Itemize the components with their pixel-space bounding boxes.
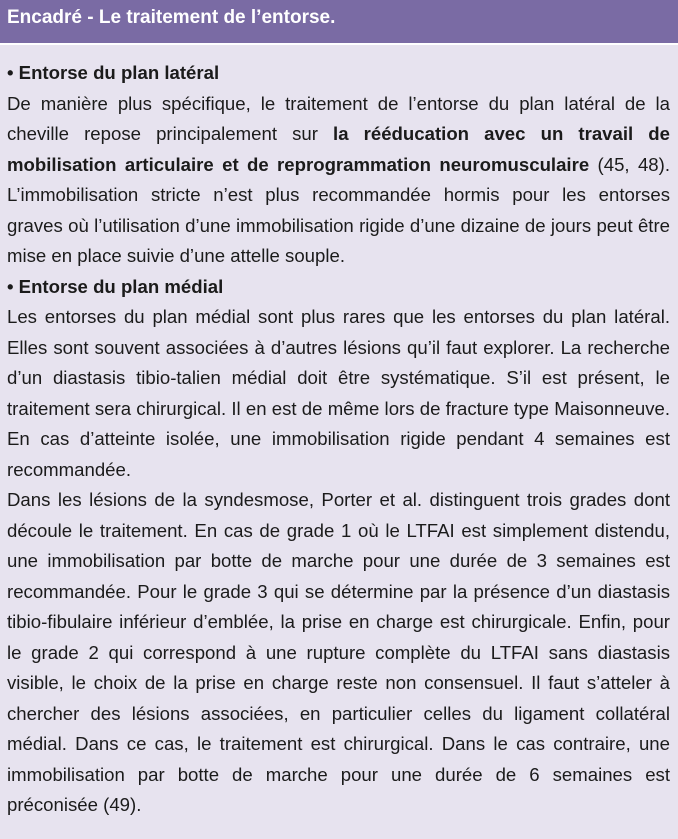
paragraph-medial-1: Les entorses du plan médial sont plus rares que les entorses du plan latéral. Elles sont souvent associées à d’autres lésions qu’il faut explorer. La recherche d’un diastasis tibio-talien médial doit être systématique. S’il est présent, le traitement sera chirurgical. Il en est de même lors de fracture type Maisonneuve. En cas d’atteinte isolée, une immobilisation rigide pendant 4 semaines est recommandée. bbox=[7, 306, 670, 480]
section-heading-medial: • Entorse du plan médial bbox=[7, 275, 224, 297]
paragraph-medial-2: Dans les lésions de la syndesmose, Porter et al. distinguent trois grades dont découle le traitement. En cas de grade 1 où le LTFAI est simplement distendu, une immobilisation par botte de marche pour une durée de 3 semaines est recommandée. Pour le grade 3 qui se détermine par la présence d’un diastasis tibio-fibulaire inférieur d’emblée, la prise en charge est chirurgicale. Enfin, pour le grade 2 qui correspond à une rupture complète du LTFAI sans diastasis visible, le choix de la prise en charge reste non consensuel. Il faut s’atteler à chercher des lésions associées, en particulier celles du ligament collatéral médial. Dans ce cas, le traitement est chirurgical. Dans le cas contraire, une immobilisation par botte de marche pour une durée de 6 semaines est préconisée (49). bbox=[7, 489, 670, 815]
box-title: Encadré - Le traitement de l’entorse. bbox=[0, 0, 678, 45]
section-heading-lateral: • Entorse du plan latéral bbox=[7, 62, 220, 83]
text-lateral-start: De manière plus spécifique, le traitement de l’entorse du plan latéral de la cheville repose principalement sur bbox=[7, 92, 670, 144]
paragraph-lateral bbox=[7, 89, 670, 272]
box-body bbox=[0, 45, 678, 821]
text-lateral-end: (45, 48). L’immobilisation stricte n’est plus recommandée hormis pour les entorses graves où l’utilisation d’une immobilisation rigide d’une dizaine de jours peut être mise en place suivie d’une attelle souple. bbox=[7, 153, 670, 266]
text-lateral-emphasis: la rééducation avec un travail de mobilisation articulaire et de reprogrammation neuromusculaire bbox=[7, 123, 670, 175]
